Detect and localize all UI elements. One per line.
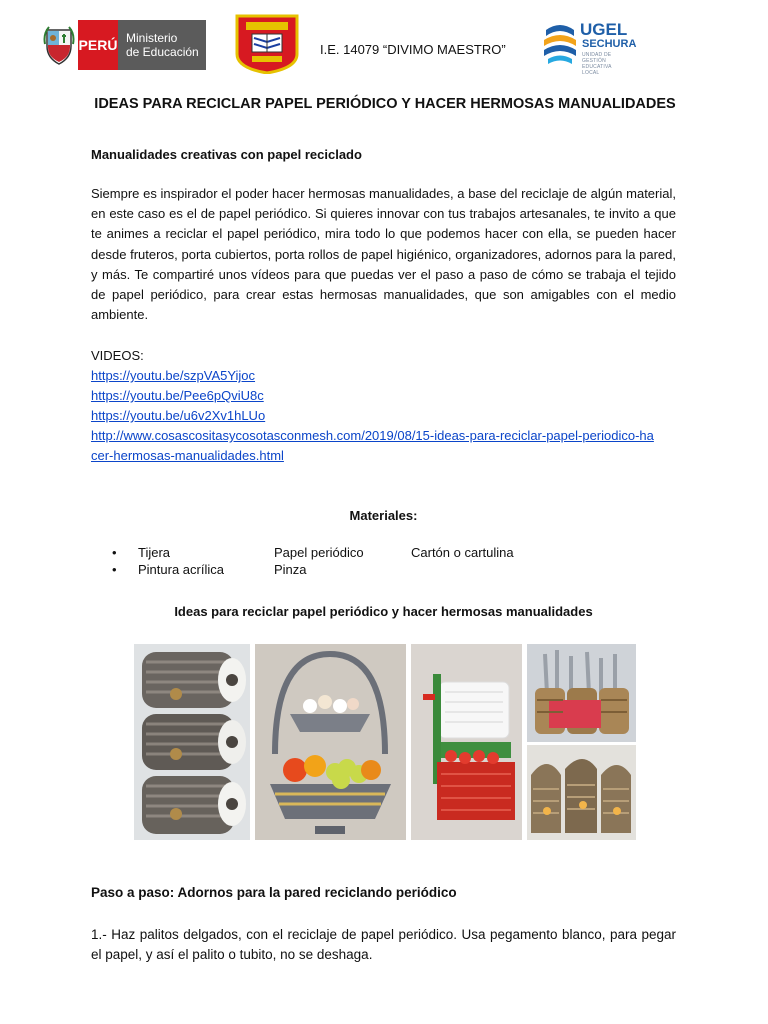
video-link-3[interactable]: https://youtu.be/u6v2Xv1hLUo: [91, 408, 266, 423]
document-header: [40, 14, 640, 78]
ministry-line-1: Ministerio: [126, 31, 178, 45]
ugel-subtitle: SECHURA: [582, 38, 637, 50]
peru-coat-of-arms-icon: [40, 20, 78, 70]
videos-section: [91, 346, 676, 466]
cutlery-holder-photo: [527, 644, 636, 742]
ugel-logo: [540, 20, 637, 76]
ideas-heading: Ideas para reciclar papel periódico y hacer hermosas manualidades: [174, 604, 593, 619]
material-item: Papel periódico: [274, 545, 364, 560]
step-1-text: 1.- Haz palitos delgados, con el reciclaje de papel periódico. Usa pegamento blanco, para pegar el papel, y así el palito o tubito, no se deshaga.: [91, 927, 676, 962]
step-heading: Paso a paso: Adornos para la pared reciclando periódico: [91, 885, 457, 900]
materials-heading: Materiales:: [349, 508, 418, 523]
section-subtitle: Manualidades creativas con papel reciclado: [91, 147, 362, 162]
article-link[interactable]: http://www.cosascositasycosotasconmesh.com/2019/08/15-ideas-para-reciclar-papel-periodico-hacer-hermosas-manualidades.html: [91, 428, 654, 463]
peru-label: PERÚ: [78, 20, 118, 70]
crafts-photo-collage: [134, 644, 636, 840]
document-title: IDEAS PARA RECICLAR PAPEL PERIÓDICO Y HACER HERMOSAS MANUALIDADES: [94, 96, 676, 112]
material-item: Cartón o cartulina: [411, 545, 514, 560]
video-link-2[interactable]: https://youtu.be/Pee6pQviU8c: [91, 388, 264, 403]
ugel-title: UGEL: [580, 20, 628, 39]
materials-list: [112, 544, 612, 578]
school-name: I.E. 14079 “DIVIMO MAESTRO”: [320, 42, 506, 57]
toilet-roll-holder-photo: [134, 644, 250, 840]
ugel-tagline: UNIDAD DE GESTIÓN EDUCATIVA LOCAL: [582, 52, 612, 76]
bullet-icon: •: [112, 562, 117, 577]
bullet-icon: •: [112, 545, 117, 560]
list-item: [112, 561, 612, 578]
material-item: Tijera: [138, 545, 171, 560]
list-item: [112, 544, 612, 561]
ministry-line-2: de Educación: [126, 45, 199, 59]
fruit-basket-photo: [255, 644, 406, 840]
paper-towel-holder-photo: [411, 644, 522, 840]
ugel-emblem-icon: [540, 22, 580, 66]
material-item: Pinza: [274, 562, 307, 577]
material-item: Pintura acrílica: [138, 562, 224, 577]
video-link-1[interactable]: https://youtu.be/szpVA5Yijoc: [91, 368, 256, 383]
videos-label: VIDEOS:: [91, 348, 144, 363]
woven-baskets-photo: [527, 745, 636, 840]
intro-paragraph: Siempre es inspirador el poder hacer hermosas manualidades, a base del reciclaje de algún material, en este caso es el de papel periódico. Si quieres innovar con tus trabajos artesanales, te invito a que te animes a reciclar el papel periódico, mira todo lo que podemos hacer con ella, se pueden hacer desde fruteros, porta cubiertos, porta rollos de papel higiénico, organizadores, adornos para la pared, y más. Te compartiré unos vídeos para que puedas ver el paso a paso de cómo se trabaja el tejido de papel periódico, para crear estas hermosas manualidades, que son amigables con el medio ambiente.: [91, 186, 676, 323]
school-crest-icon: [234, 14, 300, 74]
ministry-label: [118, 20, 206, 70]
minedu-logo: [40, 20, 206, 70]
